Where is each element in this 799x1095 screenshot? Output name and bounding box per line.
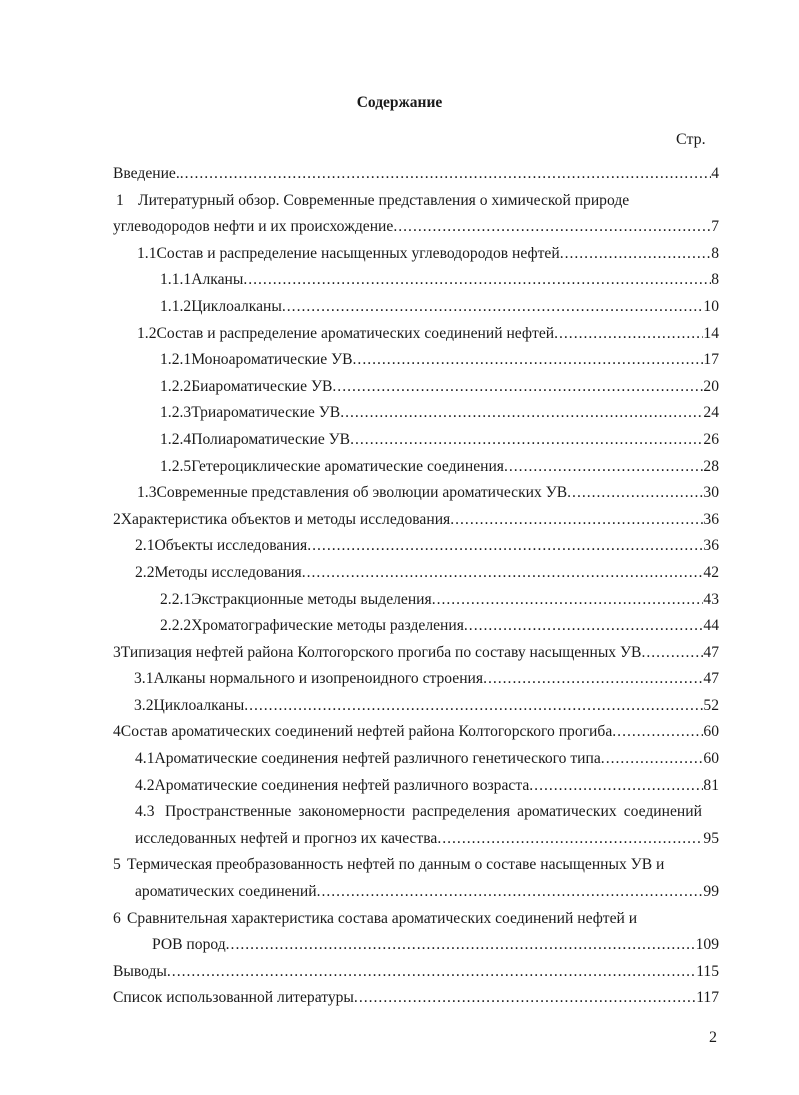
toc-entry[interactable]	[0, 773, 799, 800]
toc-entry-number: 5	[113, 856, 121, 874]
toc-entry-text: Ароматические соединения нефтей различного генетического типа	[154, 750, 601, 768]
toc-entry[interactable]	[0, 188, 799, 215]
toc-entry-page: 8	[711, 244, 719, 262]
toc-entry-text: исследованных нефтей и прогноз их качества	[135, 829, 438, 847]
dot-leader	[282, 294, 704, 321]
dot-leader	[353, 347, 704, 374]
dot-leader	[350, 427, 703, 454]
toc-entry-number: 4.2	[135, 776, 155, 794]
dot-leader	[483, 666, 703, 693]
toc-entry-page: 14	[703, 324, 719, 342]
toc-entry-number: 2.2	[135, 563, 155, 581]
toc-entry[interactable]	[0, 799, 799, 826]
toc-entry[interactable]	[0, 693, 799, 720]
toc-entry-number: 1.2.1	[160, 351, 192, 369]
toc-entry-page: 99	[703, 883, 719, 901]
toc-entry-number: 1.1	[137, 244, 157, 262]
dot-leader	[450, 507, 703, 534]
toc-entry[interactable]	[0, 640, 799, 667]
toc-entry-text: Современные представления об эволюции ароматических УВ	[156, 484, 568, 502]
toc-entry[interactable]	[0, 241, 799, 268]
toc-entry-page: 109	[695, 936, 719, 954]
toc-entry-page: 115	[696, 962, 719, 980]
toc-entry-page: 7	[711, 218, 719, 236]
dot-leader	[180, 161, 711, 188]
toc-entry[interactable]	[0, 985, 799, 1012]
toc-entry-page: 44	[703, 617, 719, 635]
toc-entry-text: Циклоалканы	[153, 696, 245, 714]
toc-entry-page: 36	[703, 537, 719, 555]
toc-entry-number: 1.2.2	[160, 377, 192, 395]
toc-entry-number: 1.1.1	[160, 271, 192, 289]
toc-entry-text: Характеристика объектов и методы исследования	[120, 510, 451, 528]
dot-leader	[641, 640, 703, 667]
dot-leader	[226, 932, 696, 959]
toc-entry-continuation[interactable]	[0, 214, 799, 241]
toc-entry-text: Хроматографические методы разделения	[191, 617, 464, 635]
toc-entry-continuation[interactable]	[0, 879, 799, 906]
toc-entry-number: 2.2.2	[160, 617, 192, 635]
dot-leader	[307, 533, 703, 560]
toc-entry-text: Сравнительная характеристика состава ароматических соединений нефтей и	[127, 909, 638, 927]
toc-entry[interactable]	[0, 666, 799, 693]
toc-entry-text: Алканы	[191, 271, 244, 289]
toc-entry[interactable]	[0, 294, 799, 321]
dot-leader	[244, 693, 703, 720]
toc-entry[interactable]	[0, 161, 799, 188]
table-of-contents	[0, 161, 799, 1012]
toc-entry-page: 52	[703, 696, 719, 714]
toc-entry-number: 1.1.2	[160, 297, 192, 315]
toc-entry-text: углеводородов нефти и их происхождение	[113, 218, 394, 236]
toc-entry[interactable]	[0, 746, 799, 773]
toc-entry-number: 3.1	[134, 670, 154, 688]
toc-entry-page: 4	[711, 165, 719, 182]
toc-entry-number: 1.2.4	[160, 430, 192, 448]
dot-leader	[560, 241, 712, 268]
dot-leader	[354, 985, 696, 1012]
toc-entry-number: 2.2.1	[160, 590, 192, 608]
dot-leader	[567, 480, 703, 507]
toc-entry-page: 95	[703, 829, 719, 847]
toc-entry-page: 24	[703, 404, 719, 422]
toc-entry-page: 8	[711, 271, 719, 289]
toc-entry-number: 2.1	[135, 537, 155, 555]
toc-entry-text: Экстракционные методы выделения	[191, 590, 432, 608]
toc-entry-text: ароматических соединений	[135, 883, 317, 901]
dot-leader	[167, 959, 696, 986]
toc-entry-text: Список использованной литературы	[113, 989, 354, 1007]
toc-entry-text: Состав и распределение ароматических соединений нефтей	[156, 324, 555, 342]
toc-entry-text: Литературный обзор. Современные представления о химической природе	[138, 191, 630, 209]
dot-leader	[612, 719, 703, 746]
toc-entry-page: 42	[703, 563, 719, 581]
dot-leader	[437, 826, 703, 853]
toc-entry-page: 17	[703, 351, 719, 369]
toc-entry-number: 6	[113, 909, 121, 927]
toc-entry-text: Пространственные закономерности распределения ароматических соединений	[165, 803, 702, 821]
toc-entry-number: 1.2	[137, 324, 157, 342]
toc-entry-text: Состав и распределение насыщенных углеводородов нефтей	[156, 244, 560, 262]
toc-entry-number: 1.3	[137, 484, 157, 502]
dot-leader	[332, 374, 703, 401]
toc-entry-number: 3	[113, 643, 121, 661]
toc-entry-page: 10	[703, 297, 719, 315]
toc-entry[interactable]	[0, 347, 799, 374]
toc-entry-number: 3.2	[134, 696, 154, 714]
toc-entry-number: 1.2.3	[160, 404, 192, 422]
toc-entry-page: 47	[703, 670, 719, 688]
toc-entry-continuation[interactable]	[0, 932, 799, 959]
dot-leader	[601, 746, 704, 773]
dot-leader	[529, 773, 703, 800]
dot-leader	[504, 454, 703, 481]
toc-entry-number: 2	[113, 510, 121, 528]
toc-entry-number: 4.1	[135, 750, 155, 768]
toc-entry-number: 1.2.5	[160, 457, 192, 475]
toc-entry-number: 1	[116, 191, 124, 209]
toc-entry-page: 47	[703, 643, 719, 661]
toc-entry[interactable]	[0, 267, 799, 294]
toc-entry-text: Циклоалканы	[191, 297, 282, 315]
toc-entry[interactable]	[0, 427, 799, 454]
toc-entry-text: Введение.	[113, 165, 180, 182]
toc-entry-text: Типизация нефтей района Колтогорского прогиба по составу насыщенных УВ	[120, 643, 642, 661]
toc-entry-text: Термическая преобразованность нефтей по данным о составе насыщенных УВ и	[127, 856, 665, 874]
toc-entry-number: 4	[113, 723, 121, 741]
toc-entry-text: Выводы	[113, 962, 167, 980]
toc-entry-text: Моноароматические УВ	[191, 351, 353, 369]
dot-leader	[317, 879, 704, 906]
toc-entry[interactable]	[0, 374, 799, 401]
toc-entry[interactable]	[0, 852, 799, 879]
page-number: 2	[709, 1029, 717, 1046]
dot-leader	[340, 400, 703, 427]
toc-entry[interactable]	[0, 719, 799, 746]
dot-leader	[302, 560, 704, 587]
toc-entry[interactable]	[0, 906, 799, 933]
toc-entry-text: Триароматические УВ	[191, 404, 341, 422]
dot-leader	[243, 267, 711, 294]
toc-entry[interactable]	[0, 613, 799, 640]
toc-entry-page: 117	[696, 989, 719, 1007]
page-title: Содержание	[356, 94, 443, 111]
toc-entry-text: Полиароматические УВ	[191, 430, 351, 448]
dot-leader	[464, 613, 704, 640]
toc-entry[interactable]	[0, 507, 799, 534]
dot-leader	[554, 321, 703, 348]
toc-entry-text: Объекты исследования	[154, 537, 308, 555]
toc-entry-continuation[interactable]	[0, 826, 799, 853]
toc-entry-number: 4.3	[135, 803, 155, 821]
toc-entry-page: 43	[703, 590, 719, 608]
toc-entry[interactable]	[0, 560, 799, 587]
toc-entry[interactable]	[0, 587, 799, 614]
toc-entry-page: 60	[703, 723, 719, 741]
toc-entry-text: Методы исследования	[154, 563, 302, 581]
toc-entry-text: Ароматические соединения нефтей различного возраста	[154, 776, 530, 794]
toc-entry-page: 36	[703, 510, 719, 528]
toc-entry[interactable]	[0, 533, 799, 560]
toc-entry-page: 28	[703, 457, 719, 475]
toc-entry[interactable]	[0, 480, 799, 507]
toc-entry-text: Состав ароматических соединений нефтей района Колтогорского прогиба	[120, 723, 613, 741]
toc-entry-text: Гетероциклические ароматические соединения	[191, 457, 504, 475]
toc-entry[interactable]	[0, 454, 799, 481]
dot-leader	[393, 214, 711, 241]
toc-entry-text: Алканы нормального и изопреноидного строения	[153, 670, 484, 688]
toc-entry[interactable]	[0, 959, 799, 986]
dot-leader	[432, 587, 704, 614]
toc-entry-text: Биароматические УВ	[191, 377, 333, 395]
toc-entry[interactable]	[0, 400, 799, 427]
toc-entry-page: 60	[703, 750, 719, 768]
toc-entry-page: 30	[703, 484, 719, 502]
page-column-label: Стр.	[676, 131, 706, 148]
toc-entry-page: 26	[703, 430, 719, 448]
toc-entry-text: РОВ пород	[152, 936, 226, 954]
toc-entry-page: 81	[703, 776, 719, 794]
toc-entry[interactable]	[0, 321, 799, 348]
toc-entry-page: 20	[703, 377, 719, 395]
